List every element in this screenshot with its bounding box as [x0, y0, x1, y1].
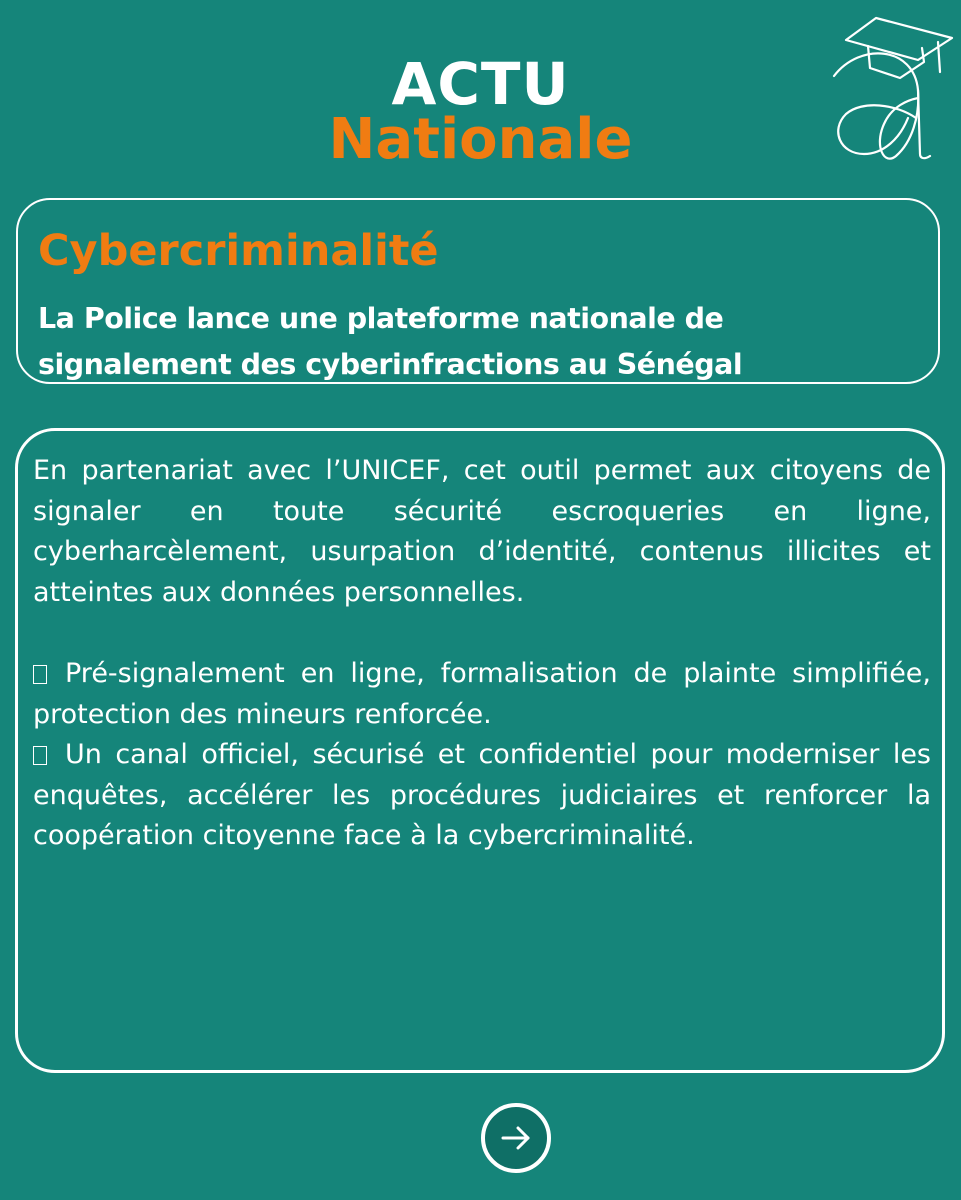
bullet-item [33, 654, 931, 735]
page-header [0, 50, 961, 172]
missing-glyph-box-icon [33, 665, 47, 684]
bullet-text: Un canal officiel, sécurisé et confidentiel pour moderniser les enquêtes, accélérer les procédures judiciaires et renforcer la coopération citoyenne face à la cybercriminalité. [33, 739, 931, 851]
bullet-text: Pré-signalement en ligne, formalisation de plainte simplifiée, protection des mineurs renforcée. [33, 658, 931, 730]
intro-paragraph: En partenariat avec l’UNICEF, cet outil permet aux citoyens de signaler en toute sécurité escroqueries en ligne, cyberharcèlement, usurpation d’identité, contenus illicites et atteintes aux données personnelles. [33, 455, 931, 608]
article-body-text [33, 451, 931, 857]
header-title-actu: ACTU [391, 50, 570, 118]
arrow-right-icon [498, 1120, 534, 1156]
graduation-cap-logo-icon [820, 6, 958, 166]
article-body-card [15, 428, 945, 1073]
header-title-nationale: Nationale [328, 107, 633, 172]
headline-title [38, 296, 928, 388]
paragraph-spacer [33, 613, 931, 654]
headline-card [16, 198, 940, 384]
next-slide-button[interactable] [481, 1103, 551, 1173]
headline-title-line2: signalement des cyberinfractions au Sénégal [38, 348, 743, 381]
missing-glyph-box-icon [33, 746, 47, 765]
bullet-item [33, 735, 931, 857]
headline-title-line1: La Police lance une plateforme nationale de [38, 302, 724, 335]
category-label: Cybercriminalité [38, 226, 439, 276]
